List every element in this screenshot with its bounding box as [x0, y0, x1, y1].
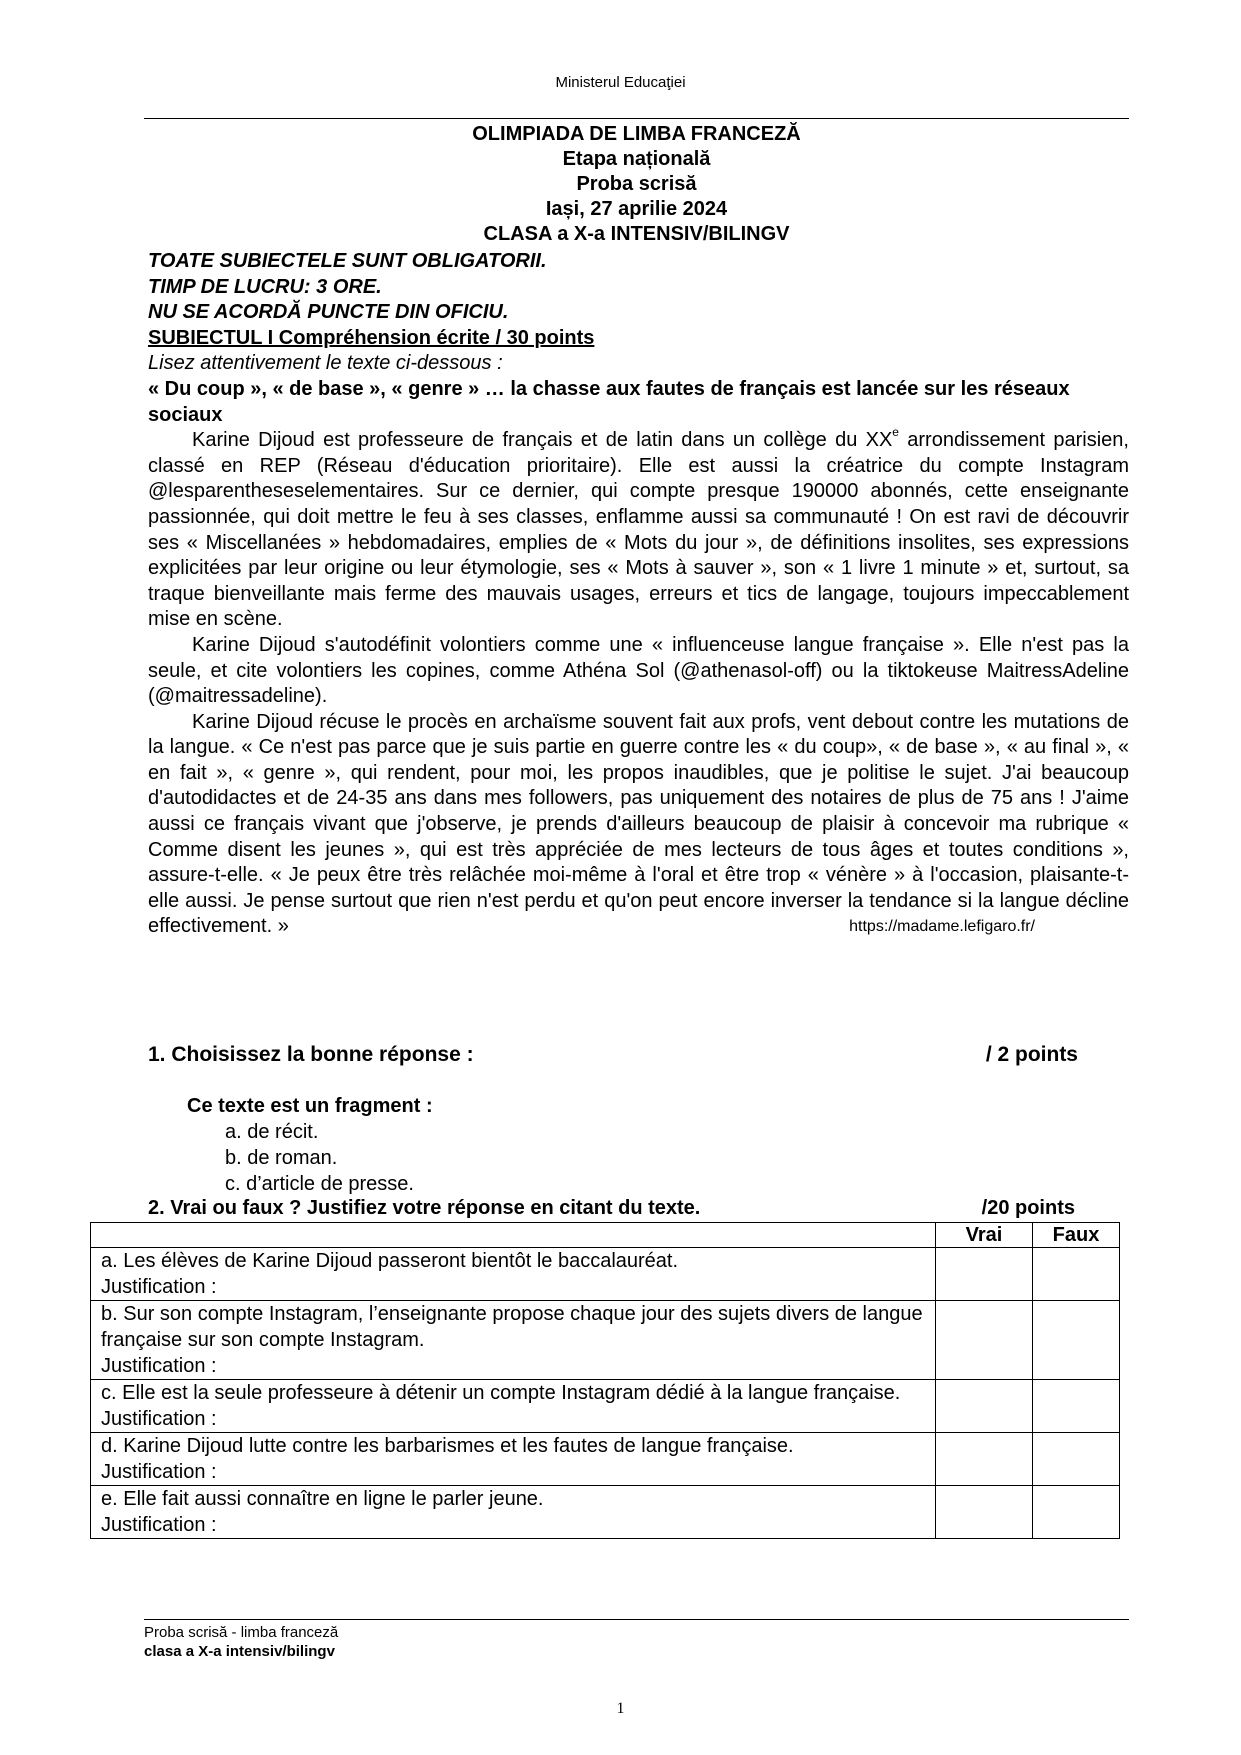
article-paragraph-2: Karine Dijoud s'autodéfinit volontiers comme une « influenceuse langue française ». Elle n'est pas la seule, et cite volontiers les copines, comme Athéna Sol (@athenasol-off) ou la tiktokeuse MaitressAdeline (@maitressadeline). [148, 633, 1129, 708]
page-number: 1 [616, 1700, 625, 1717]
stage-title: Etapa națională [562, 148, 711, 170]
question-1-stem: Ce texte est un fragment : [187, 1095, 433, 1117]
table-row [91, 1248, 1120, 1301]
footer-class: clasa a X-a intensiv/bilingv [144, 1643, 335, 1660]
table-header-row [91, 1223, 1120, 1248]
question-2-header [148, 1197, 1078, 1220]
reading-prompt: Lisez attentivement le texte ci-dessous : [148, 352, 503, 375]
vrai-column-header: Vrai [936, 1223, 1033, 1248]
class-level: CLASA a X-a INTENSIV/BILINGV [483, 223, 790, 245]
option-a[interactable]: a. de récit. [225, 1121, 319, 1143]
instructions [148, 249, 1129, 940]
question-1-points: / 2 points [985, 1043, 1078, 1066]
statement-column-header [91, 1223, 936, 1248]
exam-type: Proba scrisă [576, 173, 697, 195]
exam-date: Iași, 27 aprilie 2024 [545, 198, 728, 220]
question-1-body [187, 1093, 433, 1197]
statement-cell: d. Karine Dijoud lutte contre les barbarismes et les fautes de langue française. Justification : [91, 1433, 936, 1486]
vrai-checkbox-cell[interactable] [936, 1248, 1033, 1301]
true-false-table [90, 1222, 1120, 1539]
option-b[interactable]: b. de roman. [225, 1147, 338, 1169]
vrai-checkbox-cell[interactable] [936, 1380, 1033, 1433]
table-row [91, 1433, 1120, 1486]
instruction-no-points: NU SE ACORDĂ PUNCTE DIN OFICIU. [148, 301, 509, 324]
table-row [91, 1486, 1120, 1539]
faux-checkbox-cell[interactable] [1033, 1248, 1120, 1301]
statement-cell: b. Sur son compte Instagram, l’enseignante propose chaque jour des sujets divers de langue française sur son compte Instagram. Justification : [91, 1301, 936, 1380]
instruction-time: TIMP DE LUCRU: 3 ORE. [148, 275, 382, 298]
vrai-checkbox-cell[interactable] [936, 1433, 1033, 1486]
footer-divider [144, 1619, 1129, 1620]
faux-checkbox-cell[interactable] [1033, 1380, 1120, 1433]
statement-cell: e. Elle fait aussi connaître en ligne le parler jeune. Justification : [91, 1486, 936, 1539]
faux-checkbox-cell[interactable] [1033, 1301, 1120, 1380]
subject-heading: SUBIECTUL I Compréhension écrite / 30 points [148, 326, 595, 349]
faux-checkbox-cell[interactable] [1033, 1486, 1120, 1539]
header-divider [144, 118, 1129, 119]
statement-cell: a. Les élèves de Karine Dijoud passeront bientôt le baccalauréat. Justification : [91, 1248, 936, 1301]
article-title: « Du coup », « de base », « genre » … la chasse aux fautes de français est lancée sur les réseaux sociaux [148, 377, 1070, 426]
table-row [91, 1380, 1120, 1433]
vrai-checkbox-cell[interactable] [936, 1301, 1033, 1380]
olympiad-title: OLIMPIADA DE LIMBA FRANCEZĂ [472, 123, 801, 145]
option-c[interactable]: c. d’article de presse. [225, 1173, 414, 1195]
table-row [91, 1301, 1120, 1380]
statement-cell: c. Elle est la seule professeure à détenir un compte Instagram dédié à la langue française. Justification : [91, 1380, 936, 1433]
question-1-header [148, 1043, 1078, 1067]
article-paragraph-3: Karine Dijoud récuse le procès en archaïsme souvent fait aux profs, vent debout contre les mutations de la langue. « Ce n'est pas parce que je suis partie en guerre contre les « du coup», « de base », « au final », « en fait », « genre », qui rendent, pour moi, les propos inaudibles, que je politise le sujet. J'ai beaucoup d'autodidactes et de 24-35 ans dans mes followers, pas uniquement des notaires de plus de 75 ans ! J'aime aussi ce français vivant que j'observe, je prends d'ailleurs beaucoup de plaisir à concevoir ma rubrique « Comme disent les jeunes », qui est très appréciée de mes lecteurs de tous âges et toutes conditions », assure-t-elle. « Je peux être très relâchée moi-même à l'oral et être trop « vénère » à l'occasion, plaisante-t-elle aussi. Je pense surtout que rien n'est perdu et qu'on peut encore inverser la tendance si la langue décline effectivement. » https://madame.lefigaro.fr/ [148, 710, 1129, 940]
vrai-checkbox-cell[interactable] [936, 1486, 1033, 1539]
instruction-mandatory: TOATE SUBIECTELE SUNT OBLIGATORII. [148, 250, 547, 272]
ministry-header: Ministerul Educaţiei [555, 74, 686, 91]
question-2-points: /20 points [981, 1197, 1075, 1219]
article-paragraph-1: Karine Dijoud est professeure de français et de latin dans un collège du XXe arrondissement parisien, classé en REP (Réseau d'éducation prioritaire). Elle est aussi la créatrice du compte Instagram @lesparentheseselementaires. Sur ce dernier, qui compte presque 190000 abonnés, cette enseignante passionnée, qui doit mettre le feu à ses classes, enflamme aussi sa communauté ! On est ravi de découvrir ses « Miscellanées » hebdomadaires, emplies de « Mots du jour », de définitions insolites, ses expressions explicitées par leur origine ou leur étymologie, ses « Mots à sauver », son « 1 livre 1 minute » et, surtout, sa traque bienveillante mais ferme des mauvais usages, erreurs et tics de langage, toujours impeccablement mise en scène. [148, 425, 1129, 631]
footer-exam-name: Proba scrisă - limba franceză [144, 1624, 339, 1641]
question-2-label: 2. Vrai ou faux ? Justifiez votre réponse en citant du texte. [148, 1197, 701, 1219]
faux-column-header: Faux [1033, 1223, 1120, 1248]
faux-checkbox-cell[interactable] [1033, 1433, 1120, 1486]
question-1-label: 1. Choisissez la bonne réponse : [148, 1043, 474, 1066]
article-source: https://madame.lefigaro.fr/ [849, 918, 1035, 936]
